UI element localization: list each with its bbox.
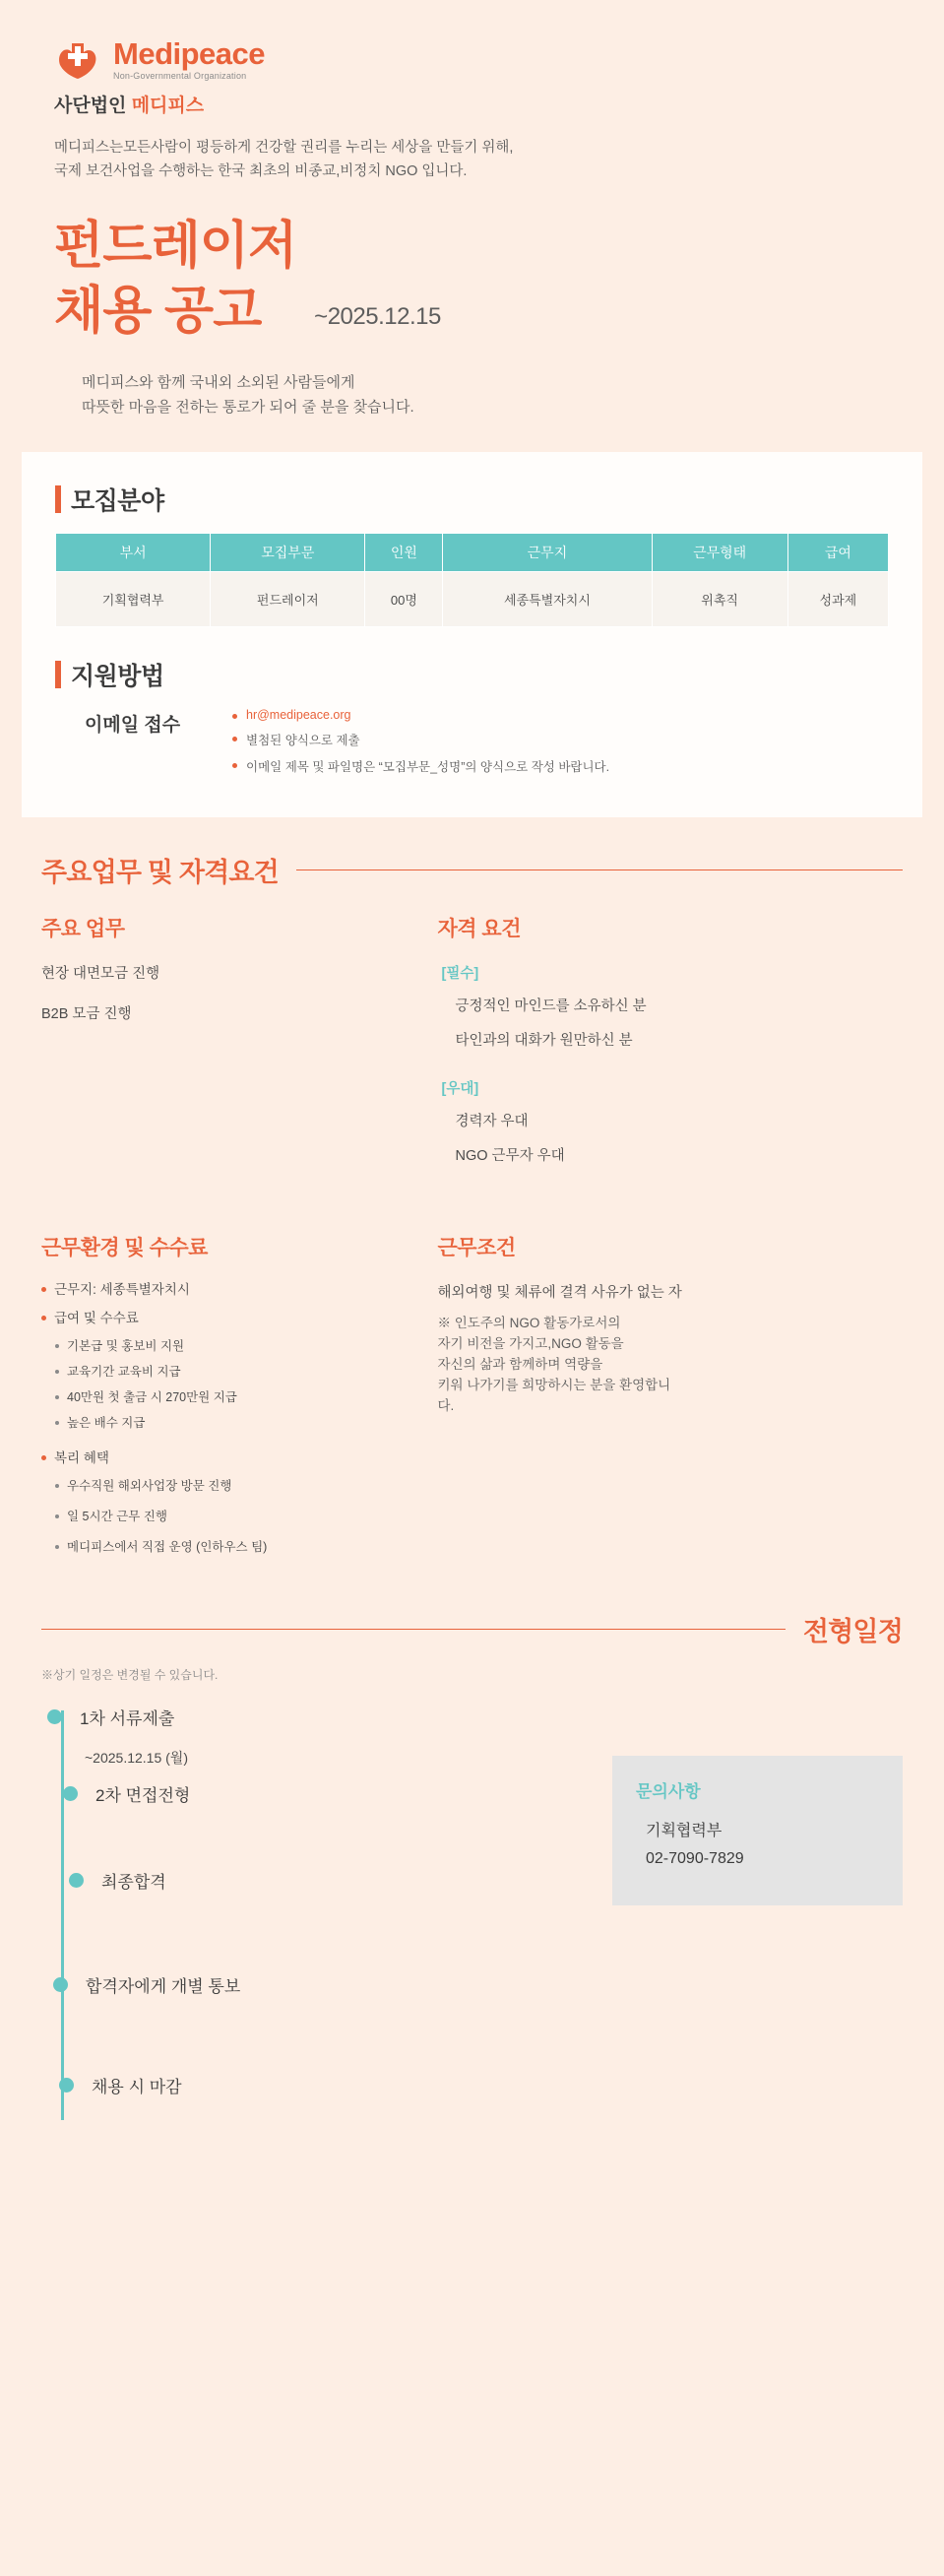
list-item: 40만원 첫 출금 시 270만원 지급 (41, 1389, 420, 1406)
apply-method (55, 708, 889, 784)
environment-title: 근무환경 및 수수료 (41, 1236, 208, 1259)
col-department: 부서 (56, 533, 211, 571)
duties-title: 주요 업무 (41, 917, 125, 940)
required-item: 긍정적인 마인드를 소유하신 분 (455, 998, 647, 1014)
intro-line-2: 국제 보건사업을 수행하는 한국 최초의 비종교,비정치 NGO 입니다. (54, 162, 468, 179)
list-item: 급여 및 수수료 (41, 1310, 420, 1327)
logo-korean-prefix: 사단법인 (54, 96, 132, 116)
main-section (0, 817, 944, 1565)
list-item: 별첨된 양식으로 제출 (232, 731, 609, 748)
main-section-title: 주요업무 및 자격요건 (41, 857, 279, 887)
timeline-step-label: 최종합격 (101, 1872, 166, 1892)
timeline-step (69, 1868, 166, 1893)
lead-line-2: 따뜻한 마음을 전하는 통로가 되어 줄 분을 찾습니다. (82, 399, 414, 417)
recruit-section-title: 모집분야 (71, 486, 164, 515)
environment-conditions-columns (41, 1232, 903, 1565)
timeline-step (53, 1972, 240, 1997)
medipeace-logo-icon (54, 35, 101, 83)
contact-box (612, 1756, 903, 1905)
logo-name: Medipeace (113, 35, 266, 71)
cell-employment-type: 위촉직 (652, 571, 787, 626)
timeline-dot-icon (53, 1977, 68, 1992)
cell-location: 세종특별자치시 (443, 571, 652, 626)
conditions-lead: 해외여행 및 체류에 결격 사유가 없는 자 (437, 1284, 682, 1301)
cell-salary: 성과제 (787, 571, 888, 626)
conditions-note (438, 1314, 904, 1417)
page-title (54, 214, 296, 345)
environment-list (41, 1281, 420, 1556)
logo-korean-accent: 메디피스 (131, 96, 205, 116)
timeline-step-label: 2차 면접전형 (95, 1785, 191, 1805)
list-item[interactable]: hr@medipeace.org (232, 708, 609, 722)
timeline-dot-icon (63, 1786, 78, 1801)
header (0, 0, 944, 420)
apply-detail-list (232, 708, 609, 784)
conditions-note-line-1: ※ 인도주의 NGO 활동가로서의 (437, 1315, 621, 1330)
required-tag: [필수] (441, 965, 479, 982)
col-salary: 급여 (787, 533, 888, 571)
list-item: 이메일 제목 및 파일명은 “모집부문_성명”의 양식으로 작성 바랍니다. (232, 757, 609, 775)
required-item: 타인과의 대화가 원만하신 분 (455, 1032, 633, 1049)
page-title-line-2: 채용 공고 (54, 283, 262, 341)
conditions-title: 근무조건 (437, 1236, 516, 1259)
deadline-text: ~2025.12.15 (314, 302, 441, 330)
timeline-step-sub: ~2025.12.15 (월) (85, 1749, 188, 1766)
table-row (56, 571, 889, 626)
timeline-dot-icon (47, 1709, 62, 1724)
title-block (54, 214, 890, 345)
conditions-column (438, 1232, 904, 1565)
timeline-dot-icon (69, 1873, 84, 1888)
cell-department: 기획협력부 (56, 571, 211, 626)
intro-paragraph (54, 137, 890, 184)
schedule-title: 전형일정 (802, 1616, 903, 1646)
duties-column (41, 913, 438, 1179)
timeline-step-label: 채용 시 마감 (92, 2077, 182, 2096)
cell-position: 펀드레이저 (211, 571, 365, 626)
qualifications-column (438, 913, 904, 1179)
timeline-step-label: 합격자에게 개별 통보 (86, 1976, 241, 1996)
lead-paragraph (82, 370, 890, 420)
list-item: 우수직원 해외사업장 방문 진행 (41, 1478, 420, 1495)
list-item: 높은 배수 지급 (41, 1415, 420, 1432)
list-item: 기본급 및 홍보비 지원 (41, 1338, 420, 1355)
timeline-step (59, 2073, 182, 2097)
timeline-step-label: 1차 서류제출 (80, 1708, 175, 1728)
conditions-note-line-3: 자신의 삶과 함께하며 역량을 (437, 1356, 603, 1372)
duty-item: B2B 모금 진행 (41, 1005, 132, 1022)
apply-section-title: 지원방법 (71, 662, 164, 690)
list-item: 메디피스에서 직접 운영 (인하우스 팀) (41, 1539, 420, 1556)
intro-line-1: 메디피스는모든사람이 평등하게 건강할 권리를 누리는 세상을 만들기 위해, (54, 140, 514, 156)
schedule-section (0, 1610, 944, 2189)
list-item: 교육기간 교육비 지급 (41, 1364, 420, 1381)
logo-text (113, 35, 266, 81)
timeline-dot-icon (59, 2078, 74, 2093)
recruit-table (55, 533, 889, 627)
conditions-note-line-5: 다. (437, 1397, 455, 1413)
section-accent-bar (55, 485, 61, 513)
schedule-header (41, 1610, 903, 1648)
col-location: 근무지 (443, 533, 652, 571)
timeline-line (61, 1710, 64, 2120)
apply-method-label: 이메일 접수 (85, 714, 181, 736)
logo-subtitle: Non-Governmental Organization (113, 70, 247, 81)
cell-headcount: 00명 (365, 571, 443, 626)
environment-column (41, 1232, 438, 1565)
timeline-step (63, 1781, 190, 1806)
section-accent-bar (55, 661, 61, 688)
duty-item: 현장 대면모금 진행 (41, 965, 160, 982)
contact-phone: 02-7090-7829 (646, 1849, 744, 1867)
timeline-step (47, 1705, 174, 1729)
col-employment-type: 근무형태 (652, 533, 787, 571)
recruit-card (22, 452, 922, 817)
apply-section-header (55, 657, 889, 692)
contact-department: 기획협력부 (646, 1822, 723, 1839)
logo (54, 35, 890, 83)
preferred-item: NGO 근무자 우대 (455, 1147, 565, 1164)
lead-line-1: 메디피스와 함께 국내외 소외된 사람들에게 (82, 373, 355, 391)
page-title-line-1: 펀드레이저 (54, 217, 297, 275)
main-section-header (41, 851, 903, 889)
col-position: 모집부문 (211, 533, 365, 571)
col-headcount: 인원 (365, 533, 443, 571)
horizontal-rule (296, 869, 903, 870)
list-item: 복리 혜택 (41, 1449, 420, 1467)
contact-title: 문의사항 (636, 1781, 701, 1801)
duties-qualifications-columns (41, 913, 903, 1179)
timeline (41, 1697, 903, 2130)
recruit-section-header (55, 482, 889, 517)
preferred-tag: [우대] (441, 1080, 479, 1097)
conditions-note-line-2: 자기 비전을 가지고,NGO 활동을 (437, 1335, 624, 1351)
conditions-note-line-4: 키워 나가기를 희망하시는 분을 환영합니 (437, 1377, 671, 1392)
table-header-row (56, 533, 889, 571)
horizontal-rule (41, 1629, 786, 1630)
preferred-item: 경력자 우대 (455, 1113, 529, 1129)
logo-korean-name (54, 91, 890, 117)
schedule-note: ※상기 일정은 변경될 수 있습니다. (41, 1667, 219, 1682)
list-item: 근무지: 세종특별자치시 (41, 1281, 420, 1299)
qualifications-title: 자격 요건 (437, 917, 521, 940)
list-item: 일 5시간 근무 진행 (41, 1509, 420, 1525)
